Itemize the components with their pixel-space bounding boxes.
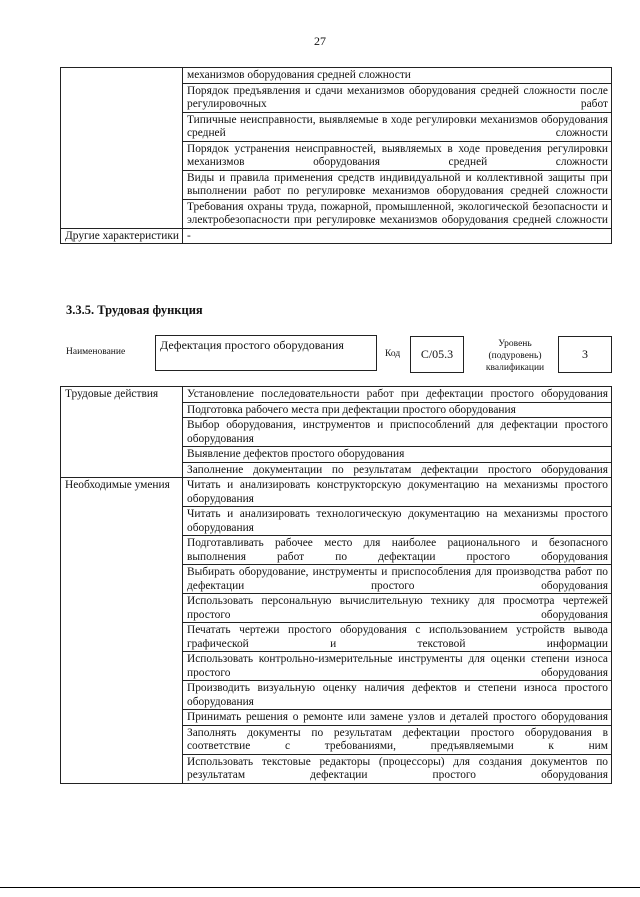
skill-item: Использовать персональную вычислительную технику для просмотра чертежей простого оборудования: [183, 594, 612, 623]
table-row: [61, 68, 612, 84]
skill-item: Использовать контрольно-измерительные инструменты для оценки степени износа простого оборудования: [183, 652, 612, 681]
table-row: [61, 478, 612, 507]
knowledge-item: механизмов оборудования средней сложности: [183, 68, 612, 84]
labor-action-item: Выбор оборудования, инструментов и приспособлений для дефектации простого оборудования: [183, 418, 612, 447]
labor-action-item: Выявление дефектов простого оборудования: [183, 447, 612, 463]
page-bottom-border: [0, 887, 640, 888]
code-value-box: C/05.3: [410, 336, 464, 373]
section-title: 3.3.5. Трудовая функция: [66, 303, 203, 317]
knowledge-item: Виды и правила применения средств индивидуальной и коллективной защиты при выполнении работ по регулировке механизмов оборудования средней сложности: [183, 170, 612, 199]
skill-item: Принимать решения о ремонте или замене узлов и деталей простого оборудования: [183, 710, 612, 726]
skill-item: Выбирать оборудование, инструменты и приспособления для производства работ по дефектации простого оборудования: [183, 565, 612, 594]
function-name-box: Дефектация простого оборудования: [155, 335, 377, 371]
knowledge-label-cell: [61, 68, 183, 229]
labor-actions-label: Трудовые действия: [61, 387, 183, 478]
knowledge-item: Порядок предъявления и сдачи механизмов оборудования средней сложности после регулировочных работ: [183, 83, 612, 112]
code-label: Код: [385, 349, 401, 359]
name-label: Наименование: [66, 347, 126, 357]
other-characteristics-value: -: [183, 228, 612, 244]
skill-item: Печатать чертежи простого оборудования с использованием устройств вывода графической и текстовой информации: [183, 623, 612, 652]
skill-item: Использовать текстовые редакторы (процессоры) для создания документов по результатам дефектации простого оборудования: [183, 754, 612, 783]
table-row: [61, 228, 612, 244]
knowledge-item: Порядок устранения неисправностей, выявляемых в ходе проведения регулировки механизмов оборудования средней сложности: [183, 141, 612, 170]
labor-action-item: Установление последовательности работ при дефектации простого оборудования: [183, 387, 612, 403]
skills-label: Необходимые умения: [61, 478, 183, 784]
skill-item: Производить визуальную оценку наличия дефектов и степени износа простого оборудования: [183, 681, 612, 710]
other-characteristics-label: Другие характеристики: [61, 228, 183, 244]
level-value-box: 3: [558, 336, 612, 373]
skill-item: Подготавливать рабочее место для наиболее рационального и безопасного выполнения работ по дефектации простого оборудования: [183, 536, 612, 565]
knowledge-item: Требования охраны труда, пожарной, промышленной, экологической безопасности и электробезопасности при регулировке механизмов оборудования средней сложности: [183, 199, 612, 228]
table-row: [61, 387, 612, 403]
top-knowledge-table: [60, 67, 612, 244]
skill-item: Читать и анализировать технологическую документацию на механизмы простого оборудования: [183, 507, 612, 536]
page-number: 27: [314, 34, 326, 48]
skill-item: Читать и анализировать конструкторскую документацию на механизмы простого оборудования: [183, 478, 612, 507]
skill-item: Заполнять документы по результатам дефектации простого оборудования в соответствие с требованиями, предъявляемыми к ним: [183, 725, 612, 754]
level-label: Уровень (подуровень) квалификации: [485, 339, 545, 373]
labor-action-item: Заполнение документации по результатам дефектации простого оборудования: [183, 462, 612, 478]
function-table: [60, 386, 612, 784]
knowledge-item: Типичные неисправности, выявляемые в ходе регулировки механизмов оборудования средней сложности: [183, 112, 612, 141]
labor-action-item: Подготовка рабочего места при дефектации простого оборудования: [183, 402, 612, 418]
